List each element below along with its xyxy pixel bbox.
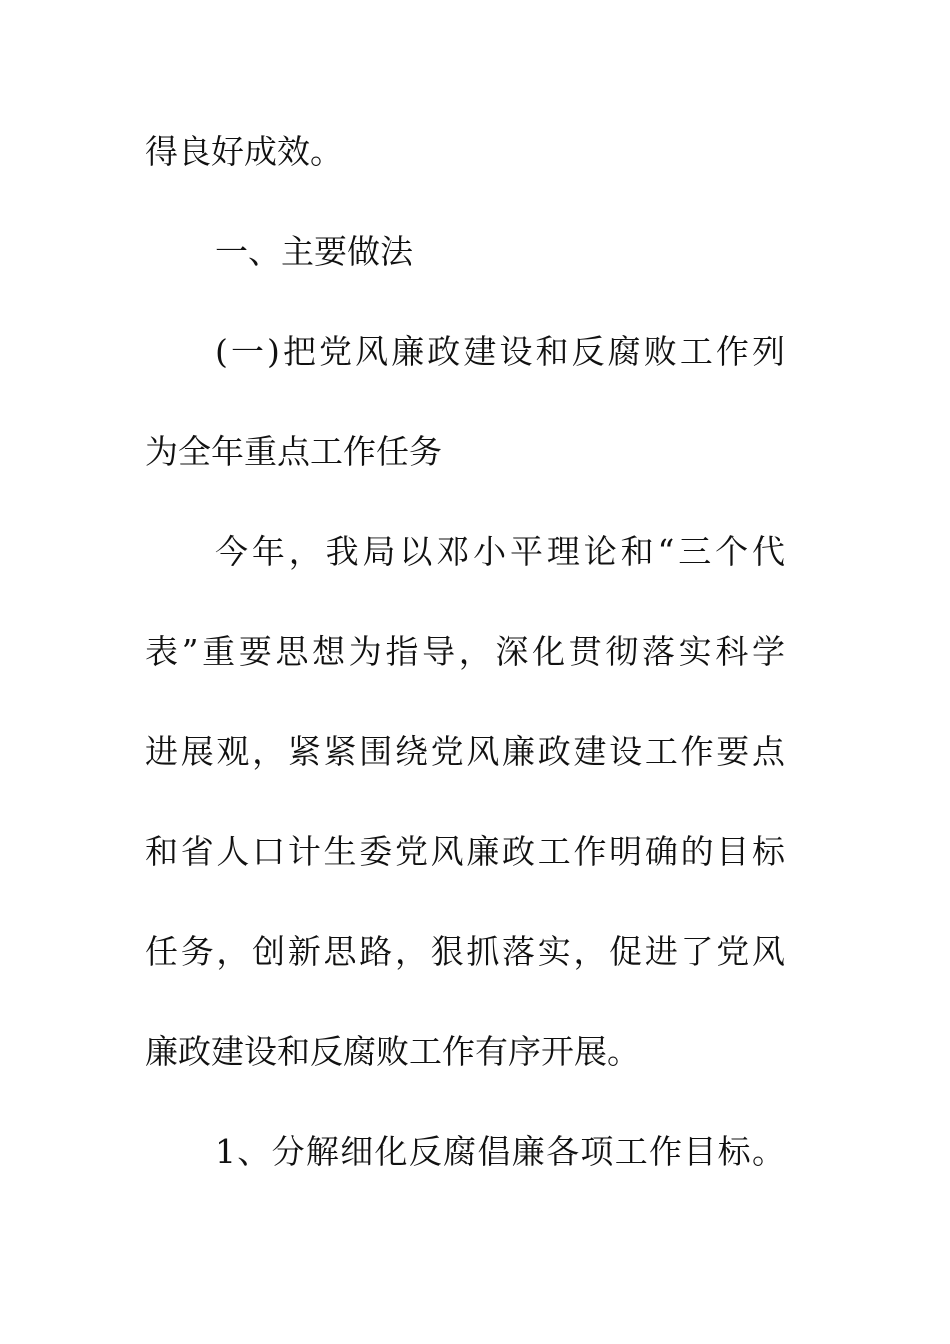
list-item-heading: 1、分解细化反腐倡廉各项工作目标。 [215, 1132, 785, 1171]
subsection-heading-line: (一)把党风廉政建设和反腐败工作列 [215, 332, 785, 371]
paragraph-line: 和省人口计生委党风廉政工作明确的目标 [145, 832, 785, 871]
paragraph-line: 今年，我局以邓小平理论和“三个代 [215, 532, 785, 571]
paragraph-line: 任务，创新思路，狠抓落实，促进了党风 [145, 932, 785, 971]
paragraph-line: 廉政建设和反腐败工作有序开展。 [145, 1032, 640, 1071]
paragraph-line: 表”重要思想为指导，深化贯彻落实科学 [145, 632, 785, 671]
section-heading: 一、主要做法 [215, 232, 413, 271]
paragraph-line: 进展观，紧紧围绕党风廉政建设工作要点 [145, 732, 785, 771]
subsection-heading-line: 为全年重点工作任务 [145, 432, 442, 471]
paragraph-line: 得良好成效。 [145, 132, 343, 171]
